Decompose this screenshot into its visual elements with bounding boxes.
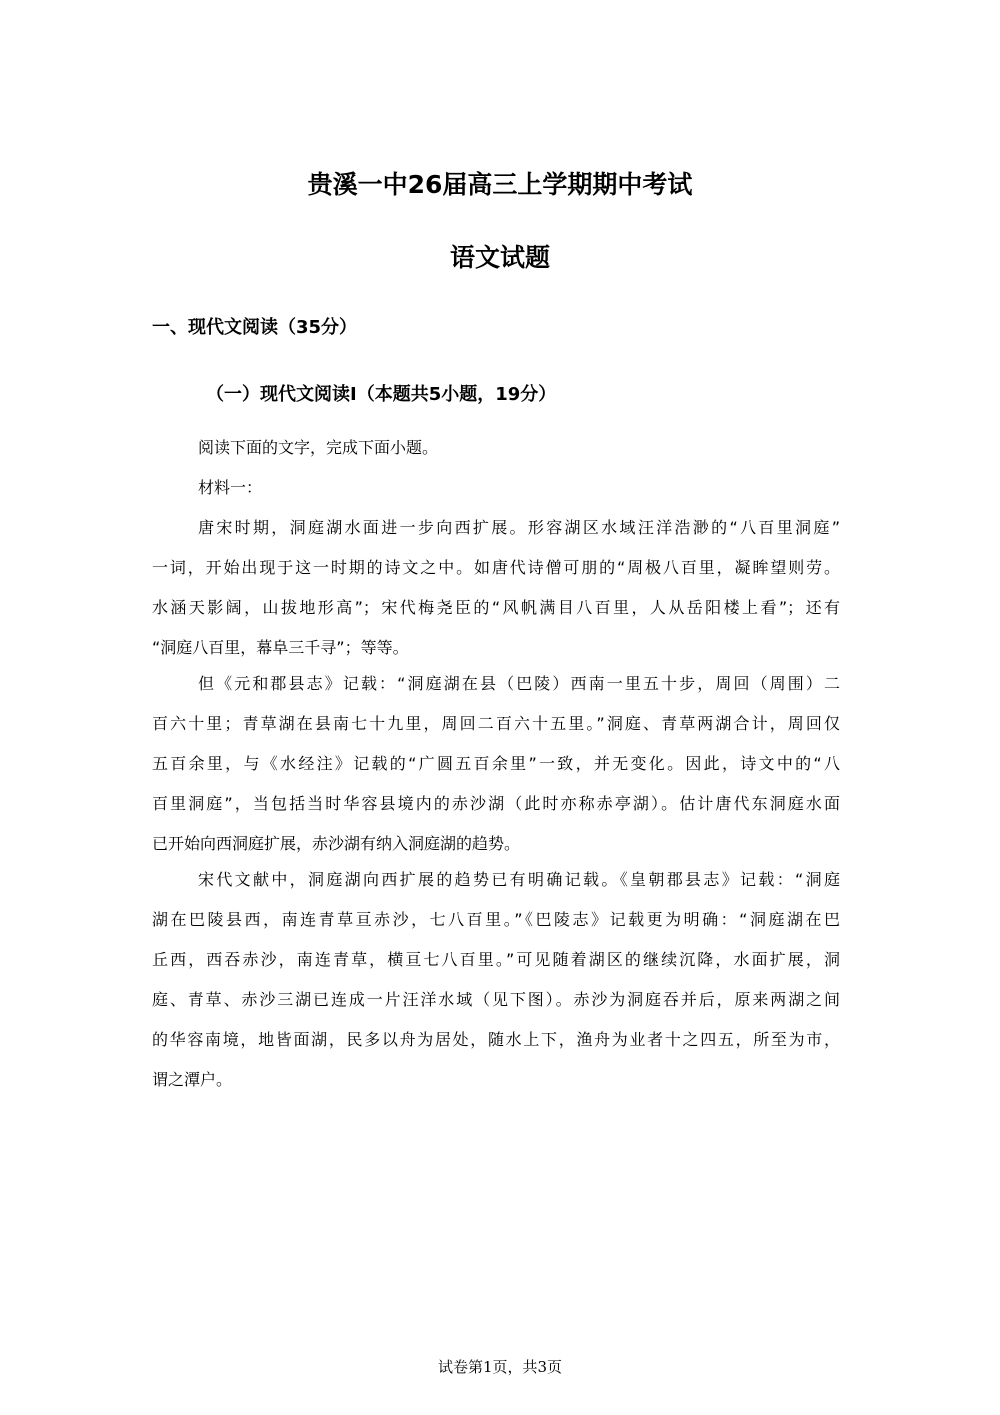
instructions [152,428,840,468]
material-label [152,468,840,508]
exam-title: 贵溪一中26届高三上学期期中考试 [307,170,693,199]
paragraph-line: 宋代文献中，洞庭湖向西扩展的趋势已有明确记载。《皇朝郡县志》记载：“洞庭 [198,870,840,889]
paragraph-line: 湖在巴陵县西，南连青草亘赤沙，七八百里。”《巴陵志》记载更为明确：“洞庭湖在巴 [152,910,840,929]
paragraph-line: 谓之潭户。 [152,1070,233,1089]
subsection-heading: （一）现代文阅读Ⅰ（本题共5小题，19分） [206,384,557,405]
paragraph-line: “洞庭八百里，幕阜三千寻”；等等。 [152,638,409,657]
paragraph-line: 庭、青草、赤沙三湖已连成一片汪洋水域（见下图）。赤沙为洞庭吞并后，原来两湖之间 [152,990,840,1009]
material-label-text: 材料一： [198,478,263,497]
paragraph-line: 唐宋时期，洞庭湖水面进一步向西扩展。形容湖区水域汪洋浩渺的“八百里洞庭” [198,518,840,537]
section-heading: 一、现代文阅读（35分） [152,317,358,338]
paragraph-3 [152,860,840,1100]
paragraph-line: 已开始向西洞庭扩展，赤沙湖有纳入洞庭湖的趋势。 [152,834,521,853]
paragraph-line: 百六十里；青草湖在县南七十九里，周回二百六十五里。”洞庭、青草两湖合计，周回仅 [152,714,840,733]
paragraph-line: 丘西，西吞赤沙，南连青草，横亘七八百里。”可见随着湖区的继续沉降，水面扩展，洞 [152,950,840,969]
subject-title: 语文试题 [449,243,550,272]
paragraph-1 [152,508,840,668]
paragraph-line: 但《元和郡县志》记载：“洞庭湖在县（巴陵）西南一里五十步，周回（周围）二 [198,674,840,693]
paragraph-line: 百里洞庭”，当包括当时华容县境内的赤沙湖（此时亦称赤亭湖）。估计唐代东洞庭水面 [152,794,840,813]
paragraph-line: 水涵天影阔，山拔地形高”；宋代梅尧臣的“风帆满目八百里，人从岳阳楼上看”；还有 [152,598,840,617]
instructions-text: 阅读下面的文字，完成下面小题。 [198,438,439,457]
paragraph-line: 一词，开始出现于这一时期的诗文之中。如唐代诗僧可朋的“周极八百里，凝眸望则劳。 [152,558,840,577]
paragraph-2 [152,664,840,864]
page-footer: 试卷第1页，共3页 [437,1358,563,1376]
paragraph-line: 的华容南境，地皆面湖，民多以舟为居处，随水上下，渔舟为业者十之四五，所至为市， [152,1030,840,1049]
paragraph-line: 五百余里，与《水经注》记载的“广圆五百余里”一致，并无变化。因此，诗文中的“八 [152,754,840,773]
